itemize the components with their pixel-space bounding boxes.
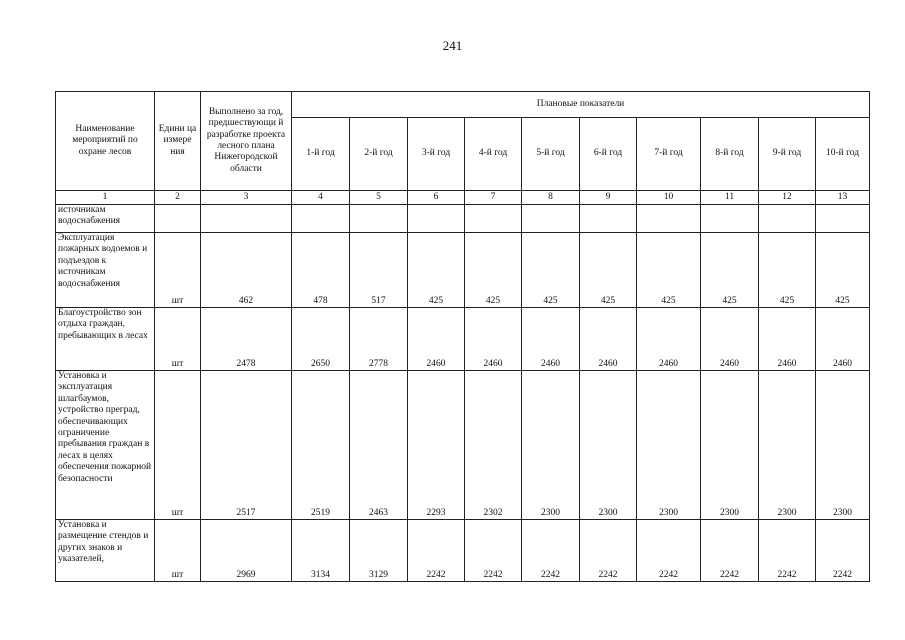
value-cell: 2650 [292, 308, 350, 371]
value-cell [408, 205, 465, 233]
value-cell: 2300 [759, 371, 816, 520]
value-cell: 425 [701, 233, 759, 308]
unit-cell [155, 205, 201, 233]
activity-name: Установка и эксплуатация шлагбаумов, устройство преград, обеспечивающих ограничение пребывания граждан в лесах в целях обеспечения пожарной безопасности [56, 371, 155, 520]
value-cell: 2460 [408, 308, 465, 371]
value-cell: 2463 [350, 371, 408, 520]
value-cell [701, 205, 759, 233]
value-cell: 2242 [759, 520, 816, 582]
column-number: 8 [522, 191, 580, 205]
value-cell: 2478 [201, 308, 292, 371]
activity-name: Эксплуатация пожарных водоемов и подъездов к источникам водоснабжения [56, 233, 155, 308]
table-row [56, 308, 870, 371]
header-year: 8-й год [701, 118, 759, 191]
column-number: 12 [759, 191, 816, 205]
value-cell: 2242 [580, 520, 637, 582]
header-planned-indicators: Плановые показатели [292, 92, 870, 118]
header-previous-year: Выполнено за год, предшествующи й разработке проекта лесного плана Нижегородской области [201, 92, 292, 191]
activity-name: Благоустройство зон отдыха граждан, пребывающих в лесах [56, 308, 155, 371]
header-unit: Едини ца измере ния [155, 92, 201, 191]
column-number: 13 [816, 191, 870, 205]
value-cell: 2293 [408, 371, 465, 520]
value-cell: 517 [350, 233, 408, 308]
column-number: 7 [465, 191, 522, 205]
value-cell: 2778 [350, 308, 408, 371]
value-cell: 2460 [701, 308, 759, 371]
value-cell: 462 [201, 233, 292, 308]
header-year: 1-й год [292, 118, 350, 191]
header-year: 4-й год [465, 118, 522, 191]
column-number: 4 [292, 191, 350, 205]
column-number: 6 [408, 191, 465, 205]
column-number: 5 [350, 191, 408, 205]
value-cell: 425 [816, 233, 870, 308]
value-cell: 2242 [408, 520, 465, 582]
page-number: 241 [442, 38, 463, 53]
header-year: 7-й год [637, 118, 701, 191]
column-number: 9 [580, 191, 637, 205]
column-number: 11 [701, 191, 759, 205]
value-cell: 2460 [816, 308, 870, 371]
value-cell [292, 205, 350, 233]
unit-cell: шт [155, 308, 201, 371]
value-cell [759, 205, 816, 233]
value-cell [350, 205, 408, 233]
value-cell: 2302 [465, 371, 522, 520]
value-cell: 2242 [816, 520, 870, 582]
value-cell: 2460 [580, 308, 637, 371]
table-row [56, 233, 870, 308]
value-cell: 2242 [465, 520, 522, 582]
header-year: 3-й год [408, 118, 465, 191]
value-cell: 2242 [701, 520, 759, 582]
value-cell: 425 [522, 233, 580, 308]
value-cell [465, 205, 522, 233]
value-cell: 3129 [350, 520, 408, 582]
value-cell: 3134 [292, 520, 350, 582]
table-row [56, 520, 870, 582]
value-cell: 2300 [522, 371, 580, 520]
unit-cell: шт [155, 233, 201, 308]
value-cell: 425 [759, 233, 816, 308]
unit-cell: шт [155, 371, 201, 520]
value-cell: 425 [580, 233, 637, 308]
value-cell: 2242 [522, 520, 580, 582]
header-year: 2-й год [350, 118, 408, 191]
activity-name: источникам водоснабжения [56, 205, 155, 233]
activity-name: Установка и размещение стендов и других знаков и указателей, [56, 520, 155, 582]
value-cell: 425 [637, 233, 701, 308]
unit-cell: шт [155, 520, 201, 582]
table-row [56, 371, 870, 520]
value-cell: 2242 [637, 520, 701, 582]
value-cell [580, 205, 637, 233]
table-row [56, 205, 870, 233]
value-cell [522, 205, 580, 233]
header-year: 10-й год [816, 118, 870, 191]
forest-protection-table [55, 91, 870, 582]
value-cell: 2300 [816, 371, 870, 520]
value-cell: 2300 [580, 371, 637, 520]
column-number-row [56, 191, 870, 205]
value-cell [201, 205, 292, 233]
value-cell: 2969 [201, 520, 292, 582]
column-number: 3 [201, 191, 292, 205]
column-number: 10 [637, 191, 701, 205]
value-cell: 478 [292, 233, 350, 308]
value-cell: 425 [465, 233, 522, 308]
value-cell: 2460 [637, 308, 701, 371]
value-cell: 2460 [465, 308, 522, 371]
value-cell [637, 205, 701, 233]
value-cell: 2460 [759, 308, 816, 371]
header-year: 5-й год [522, 118, 580, 191]
column-number: 2 [155, 191, 201, 205]
header-year: 6-й год [580, 118, 637, 191]
header-year: 9-й год [759, 118, 816, 191]
value-cell: 2517 [201, 371, 292, 520]
value-cell: 2460 [522, 308, 580, 371]
column-number: 1 [56, 191, 155, 205]
header-activity-name: Наименование мероприятий по охране лесов [56, 92, 155, 191]
value-cell: 2300 [701, 371, 759, 520]
value-cell: 2300 [637, 371, 701, 520]
value-cell: 425 [408, 233, 465, 308]
value-cell [816, 205, 870, 233]
value-cell: 2519 [292, 371, 350, 520]
